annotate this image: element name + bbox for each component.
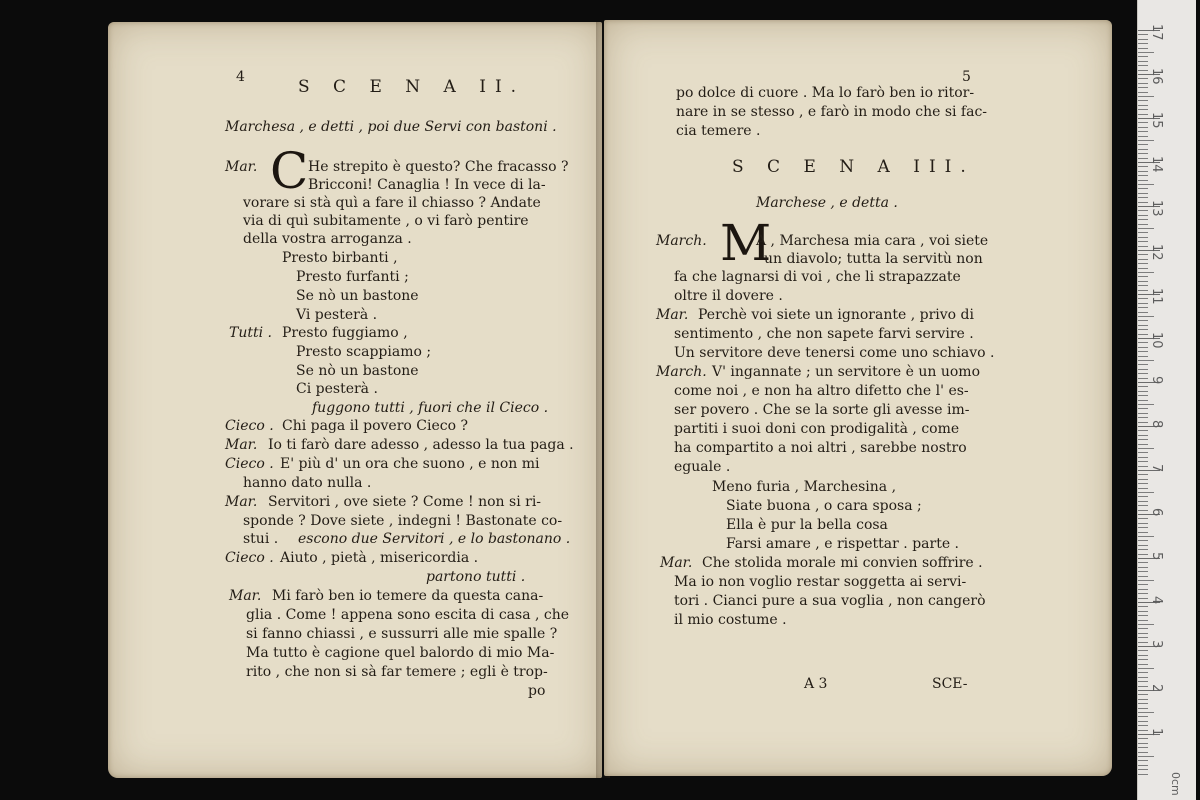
ruler-minor-tick — [1138, 334, 1148, 335]
ruler-number: 13 — [1149, 200, 1164, 217]
ruler-minor-tick — [1138, 215, 1148, 216]
speaker: Mar. — [225, 494, 258, 510]
ruler-minor-tick — [1138, 611, 1148, 612]
drop-cap: M — [720, 214, 772, 272]
ruler-minor-tick — [1138, 78, 1148, 79]
text-line: ser povero . Che se la sorte gli avesse im- — [674, 402, 970, 418]
speaker: Cieco . — [225, 418, 274, 434]
text-line: Servitori , ove siete ? Come ! non si ri- — [268, 494, 542, 510]
ruler-minor-tick — [1138, 479, 1148, 480]
ruler-minor-tick — [1138, 694, 1148, 695]
ruler-minor-tick — [1138, 87, 1148, 88]
verse-line: Meno furia , Marchesina , — [712, 479, 897, 495]
ruler-minor-tick — [1138, 444, 1148, 445]
ruler-minor-tick — [1138, 303, 1148, 304]
verse-line: Vi pesterà . — [296, 307, 378, 323]
text-line: Chi paga il povero Cieco ? — [282, 418, 468, 434]
verse-line: Presto furfanti ; — [296, 269, 409, 285]
verse-line: Se nò un bastone — [296, 363, 419, 379]
ruler-number: 12 — [1149, 244, 1164, 261]
ruler-minor-tick — [1138, 567, 1148, 568]
ruler-minor-tick — [1138, 452, 1148, 453]
text-line: nare in se stesso , e farò in modo che si fac- — [676, 104, 988, 120]
ruler-minor-tick — [1138, 193, 1148, 194]
catchword: SCE- — [932, 676, 968, 692]
ruler-number: 1 — [1149, 728, 1164, 737]
ruler-minor-tick — [1138, 545, 1148, 546]
ruler-minor-tick — [1138, 224, 1148, 225]
ruler-minor-tick — [1138, 404, 1154, 405]
ruler-minor-tick — [1138, 281, 1148, 282]
ruler-minor-tick — [1138, 360, 1154, 361]
text-line: cia temere . — [676, 123, 761, 139]
verse-line: Ella è pur la bella cosa — [726, 517, 888, 533]
ruler-minor-tick — [1138, 659, 1148, 660]
ruler-minor-tick — [1138, 408, 1148, 409]
ruler-minor-tick — [1138, 756, 1154, 757]
ruler-minor-tick — [1138, 131, 1148, 132]
ruler-minor-tick — [1138, 180, 1148, 181]
ruler-minor-tick — [1138, 769, 1148, 770]
right-page — [604, 20, 1112, 776]
stage-direction: escono due Servitori , e lo bastonano . — [298, 531, 571, 547]
ruler-minor-tick — [1138, 34, 1148, 35]
ruler-minor-tick — [1138, 391, 1148, 392]
text-line: della vostra arroganza . — [243, 231, 412, 247]
text-line: tori . Cianci pure a sua voglia , non cangerò — [674, 593, 986, 609]
text-line: glia . Come ! appena sono escita di casa , che — [246, 607, 570, 623]
ruler-number: 9 — [1149, 376, 1164, 385]
ruler-minor-tick — [1138, 765, 1148, 766]
text-line: Io ti farò dare adesso , adesso la tua paga . — [268, 437, 574, 453]
ruler-minor-tick — [1138, 105, 1148, 106]
ruler-minor-tick — [1138, 606, 1148, 607]
text-line: rito , che non si sà far temere ; egli è trop- — [246, 664, 548, 680]
ruler-minor-tick — [1138, 122, 1148, 123]
ruler-minor-tick — [1138, 329, 1148, 330]
ruler-number: 11 — [1149, 288, 1164, 305]
ruler-minor-tick — [1138, 166, 1148, 167]
ruler-minor-tick — [1138, 92, 1148, 93]
ruler-number: 6 — [1149, 508, 1164, 517]
ruler-minor-tick — [1138, 730, 1148, 731]
ruler-minor-tick — [1138, 655, 1148, 656]
verse-line: Se nò un bastone — [296, 288, 419, 304]
ruler-minor-tick — [1138, 395, 1148, 396]
speaker: March. — [656, 233, 707, 249]
text-line: Un servitore deve tenersi come uno schiavo . — [674, 345, 995, 361]
scene-heading: S C E N A III. — [732, 157, 975, 177]
ruler-minor-tick — [1138, 413, 1148, 414]
ruler-minor-tick — [1138, 202, 1148, 203]
ruler-minor-tick — [1138, 268, 1148, 269]
ruler-minor-tick — [1138, 259, 1148, 260]
text-line: come noi , e non ha altro difetto che l' es- — [674, 383, 969, 399]
ruler-minor-tick — [1138, 633, 1148, 634]
text-line: Mi farò ben io temere da questa cana- — [272, 588, 544, 604]
page-number: 5 — [962, 69, 971, 85]
text-line: Aiuto , pietà , misericordia . — [280, 550, 479, 566]
ruler-minor-tick — [1138, 109, 1148, 110]
ruler-minor-tick — [1138, 562, 1148, 563]
ruler-minor-tick — [1138, 188, 1148, 189]
ruler-minor-tick — [1138, 61, 1148, 62]
text-line: un diavolo; tutta la servitù non — [764, 251, 983, 267]
ruler-number: 2 — [1149, 684, 1164, 693]
ruler-minor-tick — [1138, 48, 1148, 49]
ruler-minor-tick — [1138, 774, 1148, 775]
ruler-minor-tick — [1138, 136, 1148, 137]
ruler-minor-tick — [1138, 461, 1148, 462]
ruler-minor-tick — [1138, 576, 1148, 577]
ruler-minor-tick — [1138, 510, 1148, 511]
ruler-minor-tick — [1138, 285, 1148, 286]
ruler-minor-tick — [1138, 699, 1148, 700]
text-line: A , Marchesa mia cara , voi siete — [756, 233, 989, 249]
text-line: V' ingannate ; un servitore è un uomo — [712, 364, 981, 380]
verse-line: Presto scappiamo ; — [296, 344, 432, 360]
page-number: 4 — [236, 69, 245, 85]
ruler-number: 10 — [1149, 332, 1164, 349]
ruler-minor-tick — [1138, 373, 1148, 374]
speaker: Mar. — [225, 437, 258, 453]
ruler-minor-tick — [1138, 584, 1148, 585]
ruler-minor-tick — [1138, 417, 1148, 418]
text-line: po dolce di cuore . Ma lo farò ben io ritor- — [676, 85, 975, 101]
ruler-minor-tick — [1138, 158, 1148, 159]
text-line: Ma io non voglio restar soggetta ai servi- — [674, 574, 967, 590]
text-line: via di quì subitamente , o vi farò pentire — [243, 213, 529, 229]
text-line: vorare si stà quì a fare il chiasso ? Andate — [243, 195, 541, 211]
ruler-minor-tick — [1138, 448, 1154, 449]
ruler-minor-tick — [1138, 422, 1148, 423]
ruler-minor-tick — [1138, 620, 1148, 621]
ruler-minor-tick — [1138, 144, 1148, 145]
ruler-minor-tick — [1138, 153, 1148, 154]
ruler-number: 14 — [1149, 156, 1164, 173]
text-line: Bricconi! Canaglia ! In vece di la- — [308, 177, 546, 193]
speaker: Mar. — [229, 588, 262, 604]
ruler-minor-tick — [1138, 571, 1148, 572]
ruler-minor-tick — [1138, 316, 1154, 317]
ruler-minor-tick — [1138, 100, 1148, 101]
ruler-minor-tick — [1138, 743, 1148, 744]
ruler-minor-tick — [1138, 241, 1148, 242]
speaker: Tutti . — [229, 325, 272, 341]
left-page — [108, 22, 602, 778]
text-line: sponde ? Dove siete , indegni ! Bastonate co- — [243, 513, 563, 529]
ruler-minor-tick — [1138, 175, 1148, 176]
ruler-minor-tick — [1138, 738, 1148, 739]
speaker: Mar. — [225, 159, 258, 175]
ruler-minor-tick — [1138, 435, 1148, 436]
ruler-minor-tick — [1138, 347, 1148, 348]
ruler-number: 7 — [1149, 464, 1164, 473]
ruler-minor-tick — [1138, 598, 1148, 599]
text-line: oltre il dovere . — [674, 288, 783, 304]
ruler-number: 8 — [1149, 420, 1164, 429]
ruler-minor-tick — [1138, 549, 1148, 550]
ruler-number: 16 — [1149, 68, 1164, 85]
ruler-minor-tick — [1138, 351, 1148, 352]
text-line: Che stolida morale mi convien soffrire . — [702, 555, 983, 571]
verse-line: Farsi amare , e rispettar . parte . — [726, 536, 960, 552]
stage-direction: partono tutti . — [426, 569, 526, 585]
verse-line: Presto birbanti , — [282, 250, 398, 266]
ruler-minor-tick — [1138, 65, 1148, 66]
ruler-minor-tick — [1138, 725, 1148, 726]
ruler-minor-tick — [1138, 540, 1148, 541]
speaker: Mar. — [660, 555, 693, 571]
text-line: He strepito è questo? Che fracasso ? — [308, 159, 569, 175]
ruler-minor-tick — [1138, 369, 1148, 370]
ruler-minor-tick — [1138, 39, 1148, 40]
ruler-minor-tick — [1138, 624, 1154, 625]
ruler-number: 3 — [1149, 640, 1164, 649]
ruler-minor-tick — [1138, 127, 1148, 128]
ruler-minor-tick — [1138, 171, 1148, 172]
ruler-minor-tick — [1138, 642, 1148, 643]
ruler-minor-tick — [1138, 276, 1148, 277]
ruler-minor-tick — [1138, 536, 1154, 537]
scene-subheading: Marchesa , e detti , poi due Servi con bastoni . — [225, 119, 557, 135]
ruler-minor-tick — [1138, 149, 1148, 150]
ruler-minor-tick — [1138, 637, 1148, 638]
text-line: eguale . — [674, 459, 731, 475]
ruler-minor-tick — [1138, 681, 1148, 682]
text-line: fa che lagnarsi di voi , che li strapazzate — [674, 269, 961, 285]
ruler-minor-tick — [1138, 628, 1148, 629]
ruler-minor-tick — [1138, 70, 1148, 71]
ruler-minor-tick — [1138, 466, 1148, 467]
ruler-minor-tick — [1138, 677, 1148, 678]
ruler-minor-tick — [1138, 752, 1148, 753]
ruler-unit-label: 0cm — [1169, 772, 1182, 796]
catchword: po — [528, 683, 546, 699]
text-line: Perchè voi siete un ignorante , privo di — [698, 307, 974, 323]
ruler-minor-tick — [1138, 320, 1148, 321]
text-line: stui . — [243, 531, 279, 547]
ruler-minor-tick — [1138, 254, 1148, 255]
ruler-number: 4 — [1149, 596, 1164, 605]
ruler-minor-tick — [1138, 237, 1148, 238]
ruler-minor-tick — [1138, 650, 1148, 651]
ruler-minor-tick — [1138, 747, 1148, 748]
ruler-minor-tick — [1138, 272, 1154, 273]
ruler-minor-tick — [1138, 716, 1148, 717]
ruler-minor-tick — [1138, 43, 1148, 44]
text-line: hanno dato nulla . — [243, 475, 372, 491]
ruler-minor-tick — [1138, 298, 1148, 299]
speaker: March. — [656, 364, 707, 380]
ruler-minor-tick — [1138, 378, 1148, 379]
verse-line: Ci pesterà . — [296, 381, 378, 397]
ruler-minor-tick — [1138, 488, 1148, 489]
ruler-minor-tick — [1138, 114, 1148, 115]
ruler-minor-tick — [1138, 554, 1148, 555]
ruler-minor-tick — [1138, 312, 1148, 313]
ruler-minor-tick — [1138, 400, 1148, 401]
text-line: Ma tutto è cagione quel balordo di mio Ma- — [246, 645, 555, 661]
ruler-minor-tick — [1138, 501, 1148, 502]
ruler-minor-tick — [1138, 664, 1148, 665]
signature-mark: A 3 — [804, 676, 828, 692]
ruler-minor-tick — [1138, 210, 1148, 211]
verse-line: Presto fuggiamo , — [282, 325, 408, 341]
ruler-minor-tick — [1138, 290, 1148, 291]
ruler-minor-tick — [1138, 721, 1148, 722]
ruler-minor-tick — [1138, 760, 1148, 761]
text-line: partiti i suoi doni con prodigalità , come — [674, 421, 960, 437]
ruler-minor-tick — [1138, 184, 1154, 185]
ruler-number: 5 — [1149, 552, 1164, 561]
ruler-minor-tick — [1138, 523, 1148, 524]
ruler-minor-tick — [1138, 96, 1154, 97]
ruler-minor-tick — [1138, 197, 1148, 198]
speaker: Mar. — [656, 307, 689, 323]
ruler-minor-tick — [1138, 580, 1154, 581]
ruler-minor-tick — [1138, 483, 1148, 484]
ruler-minor-tick — [1138, 474, 1148, 475]
ruler-minor-tick — [1138, 52, 1154, 53]
ruler-minor-tick — [1138, 325, 1148, 326]
ruler-minor-tick — [1138, 505, 1148, 506]
speaker: Cieco . — [225, 550, 274, 566]
speaker: Cieco . — [225, 456, 274, 472]
ruler-minor-tick — [1138, 430, 1148, 431]
drop-cap: C — [270, 142, 309, 200]
ruler-minor-tick — [1138, 593, 1148, 594]
ruler-minor-tick — [1138, 492, 1154, 493]
verse-line: Siate buona , o cara sposa ; — [726, 498, 922, 514]
ruler-minor-tick — [1138, 457, 1148, 458]
ruler-number: 15 — [1149, 112, 1164, 129]
ruler-minor-tick — [1138, 703, 1148, 704]
ruler-minor-tick — [1138, 140, 1154, 141]
text-line: sentimento , che non sapete farvi servire . — [674, 326, 974, 342]
text-line: ha compartito a noi altri , sarebbe nostro — [674, 440, 967, 456]
scene-heading: S C E N A II. — [298, 77, 526, 97]
ruler-minor-tick — [1138, 672, 1148, 673]
ruler-minor-tick — [1138, 439, 1148, 440]
scene-subheading: Marchese , e detta . — [756, 195, 898, 211]
text-line: il mio costume . — [674, 612, 787, 628]
ruler-minor-tick — [1138, 712, 1154, 713]
ruler-minor-tick — [1138, 518, 1148, 519]
measuring-ruler — [1137, 0, 1196, 800]
ruler-minor-tick — [1138, 228, 1154, 229]
ruler-minor-tick — [1138, 307, 1148, 308]
ruler-minor-tick — [1138, 356, 1148, 357]
ruler-minor-tick — [1138, 219, 1148, 220]
ruler-minor-tick — [1138, 386, 1148, 387]
ruler-minor-tick — [1138, 615, 1148, 616]
ruler-minor-tick — [1138, 83, 1148, 84]
ruler-minor-tick — [1138, 708, 1148, 709]
ruler-minor-tick — [1138, 686, 1148, 687]
ruler-minor-tick — [1138, 263, 1148, 264]
ruler-minor-tick — [1138, 364, 1148, 365]
text-line: si fanno chiassi , e sussurri alle mie spalle ? — [246, 626, 558, 642]
ruler-minor-tick — [1138, 668, 1154, 669]
ruler-minor-tick — [1138, 589, 1148, 590]
ruler-minor-tick — [1138, 496, 1148, 497]
ruler-number: 17 — [1149, 24, 1164, 41]
text-line: E' più d' un ora che suono , e non mi — [280, 456, 540, 472]
ruler-minor-tick — [1138, 342, 1148, 343]
ruler-minor-tick — [1138, 527, 1148, 528]
ruler-minor-tick — [1138, 56, 1148, 57]
ruler-minor-tick — [1138, 246, 1148, 247]
ruler-minor-tick — [1138, 232, 1148, 233]
ruler-minor-tick — [1138, 532, 1148, 533]
stage-direction: fuggono tutti , fuori che il Cieco . — [312, 400, 549, 416]
